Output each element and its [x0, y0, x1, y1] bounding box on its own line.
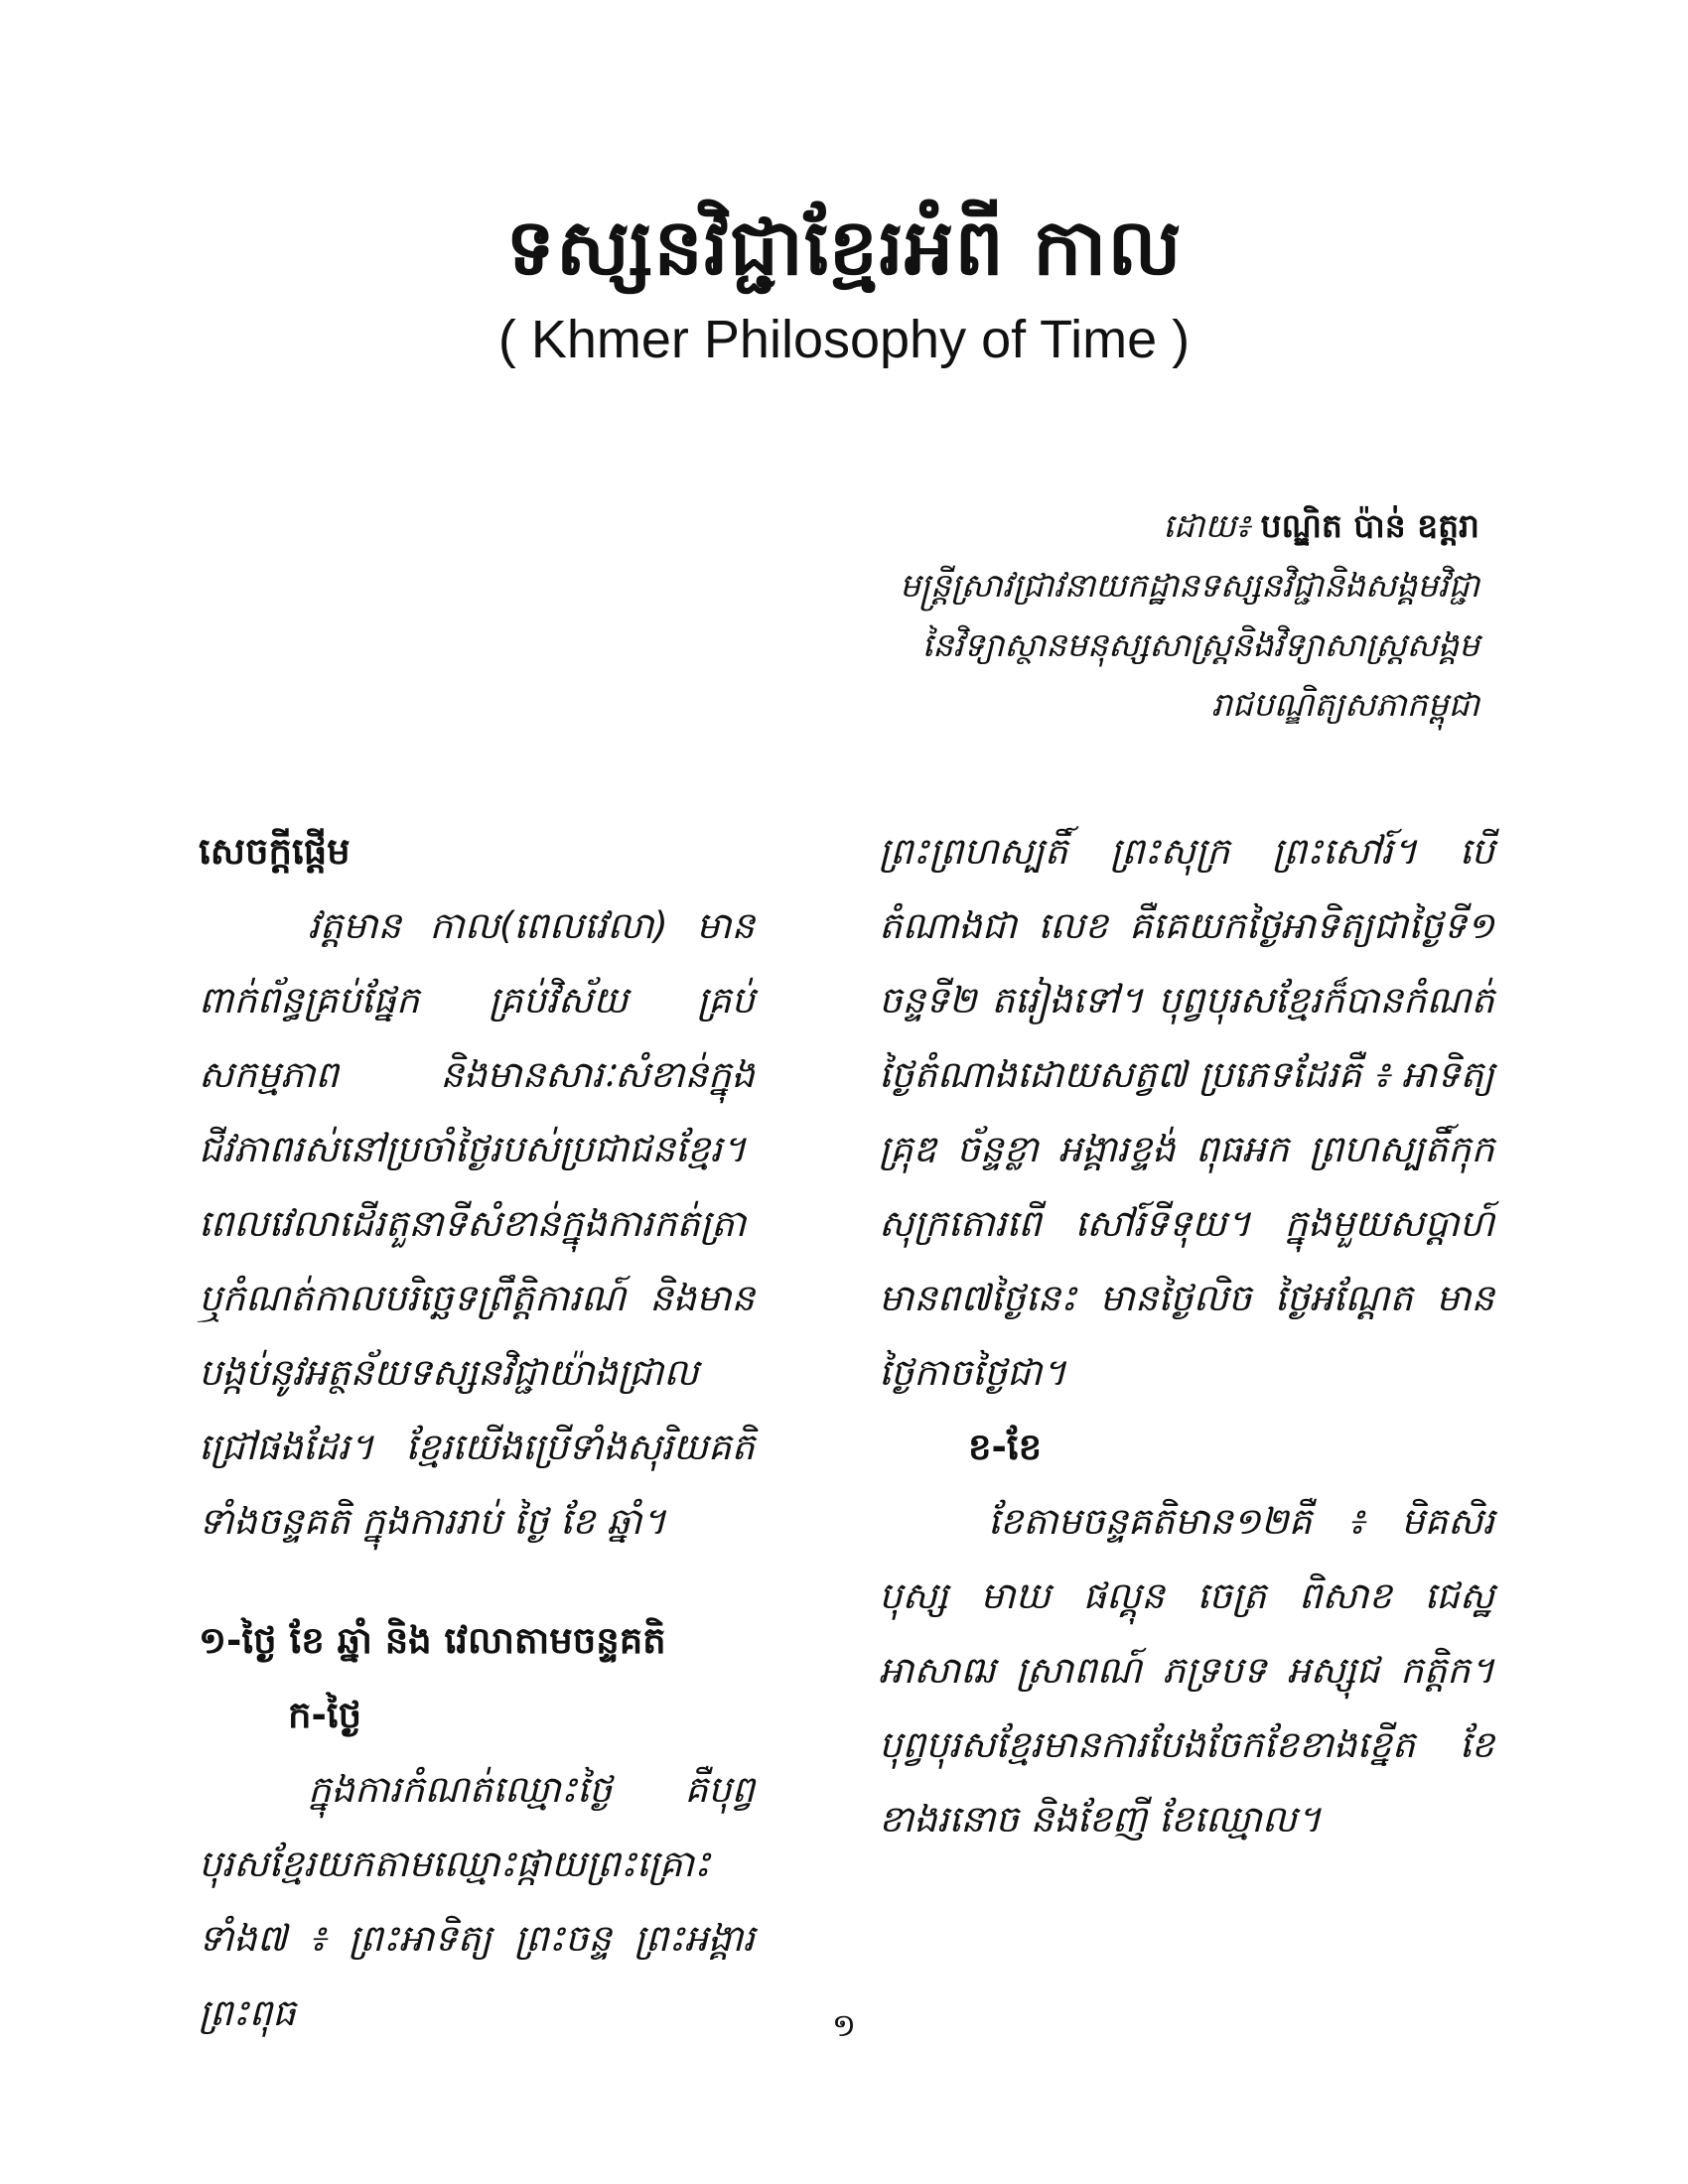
subsection-b-paragraph: ខែតាមចន្ទគតិមាន១២គឺ ៖ មិគសិរ បុស្ស មាឃ ផល្គុន ចេត្រ ពិសាខ ជេស្ឋ អាសាឍ ស្រាពណ៍ ភទ្របទ អស្សុជ កត្តិក។ បុព្វបុរសខ្មែរមានការបែងចែកខែខាងខ្នើត ខែខាងរនោច និងខែញី ខែឈ្មោល។ [879, 1500, 1494, 1841]
affiliation-line-1: មន្ត្រីស្រាវជ្រាវនាយកដ្ឋានទស្សនវិជ្ជានិងសង្គមវិជ្ជា [900, 566, 1479, 605]
author-line [586, 496, 1479, 556]
affiliation-line-3: រាជបណ្ឌិត្យសភាកម្ពុជា [1210, 685, 1479, 724]
right-column [879, 814, 1494, 1856]
subsection-a-heading: ក-ថ្ងៃ [288, 1694, 362, 1736]
byline [586, 496, 1479, 735]
intro-paragraph: វត្តមាន កាល(ពេលវេលា) មានពាក់ព័ន្ធគ្រប់ផ្នែក គ្រប់វិស័យ គ្រប់សកម្មភាព និងមានសារៈសំខាន់ក្នុងជីវភាពរស់នៅប្រចាំថ្ងៃរបស់ប្រជាជនខ្មែរ។ ពេលវេលាដើរតួនាទីសំខាន់ក្នុងការកត់ត្រា ឬកំណត់កាលបរិច្ឆេទព្រឹត្តិការណ៍ និងមានបង្កប់នូវអត្ថន័យទស្សនវិជ្ជាយ៉ាងជ្រាលជ្រៅផងដែរ។ ខ្មែរយើងប្រើទាំងសុរិយគតិ ទាំងចន្ទគតិ ក្នុងការរាប់ ថ្ងៃ ខែ ឆ្នាំ។ [199, 904, 755, 1543]
subsection-b-heading: ខ-ខែ [968, 1426, 1043, 1468]
title-block [0, 194, 1688, 374]
subsection-a-paragraph-continued: ព្រះព្រហស្បតិ៍ ព្រះសុក្រ ព្រះសៅរ៍។ បើតំណាងជា លេខ គឺគេយកថ្ងៃអាទិត្យជាថ្ងៃទី១ ចន្ទទី២ តរៀងទៅ។ បុព្វបុរសខ្មែរក៏បានកំណត់ថ្ងៃតំណាងដោយសត្វ៧ ប្រភេទដែរគឺ ៖ អាទិត្យគ្រុឌ ច័ន្ទខ្លា អង្គារខ្ទង់ ពុធអក ព្រហស្បតិ៍កុក សុក្រតោរពើ សៅរ៍ទីទុយ។ ក្នុងមួយសប្ដាហ៍មានព៧ថ្ងៃនេះ មានថ្ងៃលិច ថ្ងៃអណ្ដែត មានថ្ងៃកាចថ្ងៃជា។ [879, 830, 1494, 1394]
author-label: ដោយ៖ [1163, 506, 1251, 545]
author-name: បណ្ឌិត ប៉ាន់ ឧត្តរា [1260, 506, 1479, 545]
affiliation-line-2: នៃវិទ្យាស្ថានមនុស្សសាស្ត្រនិងវិទ្យាសាស្ត្រសង្គម [921, 625, 1479, 664]
intro-heading: សេចក្ដីផ្ដើម [199, 830, 351, 873]
page-number: ១ [831, 2006, 857, 2044]
section-1-heading: ១-ថ្ងៃ ខែ ឆ្នាំ និង វេលាតាមចន្ទគតិ [199, 1619, 666, 1662]
section-spacer [199, 1559, 755, 1603]
subsection-a-paragraph: ក្នុងការកំណត់ឈ្មោះថ្ងៃ គឺបុព្វបុរសខ្មែរយកតាមឈ្មោះផ្កាយព្រះគ្រោះទាំង៧ ៖ ព្រះអាទិត្យ ព្រះចន្ទ ព្រះអង្គារ ព្រះពុធ [199, 1768, 755, 2034]
page-title: ទស្សនវិជ្ជាខ្មែរអំពី កាល [505, 204, 1183, 293]
left-column [199, 814, 755, 2050]
page-subtitle: ( Khmer Philosophy of Time ) [497, 310, 1191, 369]
